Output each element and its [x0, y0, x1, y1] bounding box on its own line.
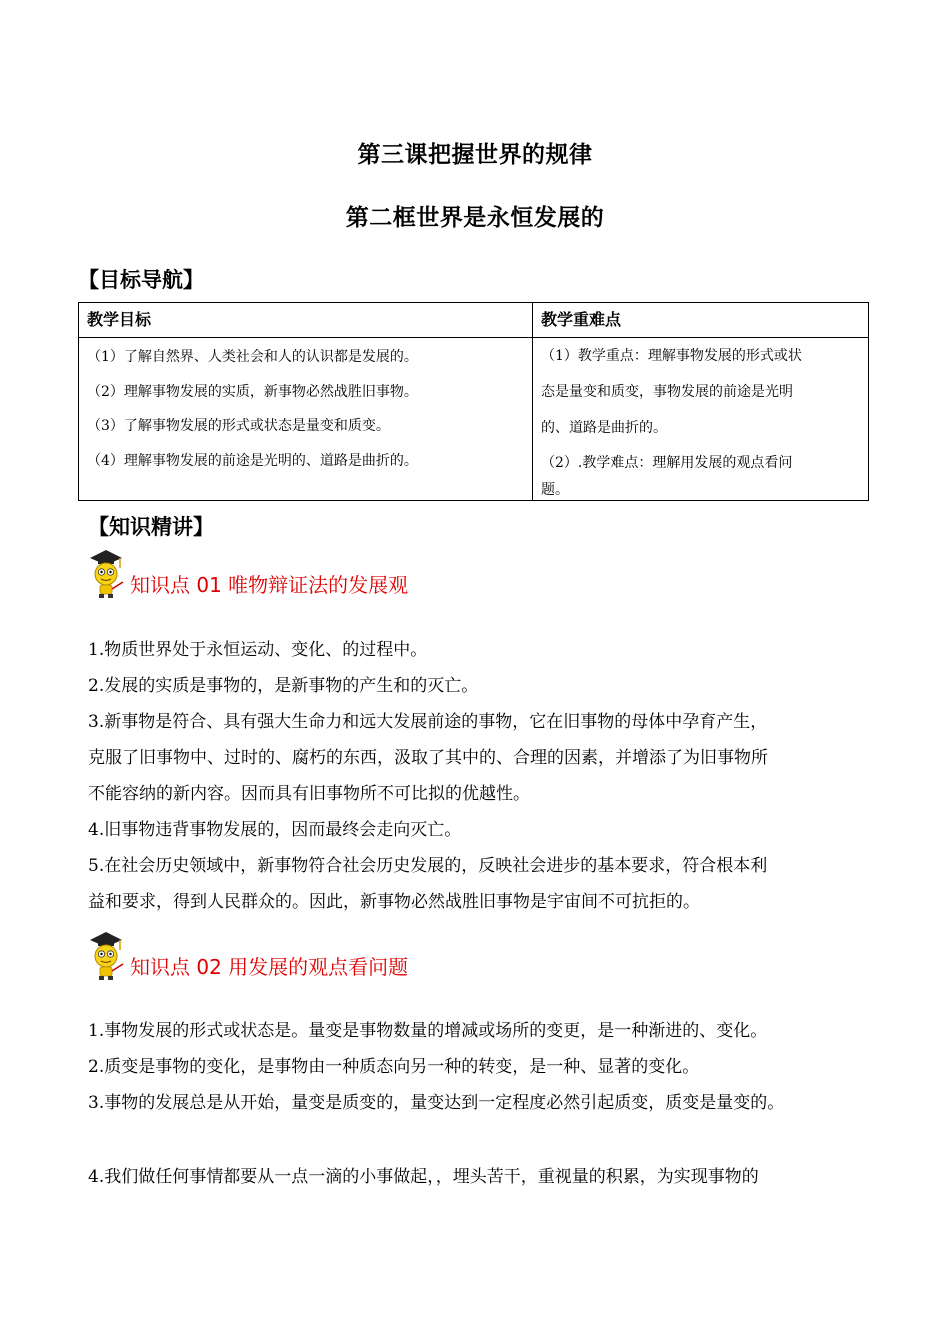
goal-item: （3）了解事物发展的形式或状态是量变和质变。: [87, 418, 390, 434]
document-subtitle: 第二框世界是永恒发展的: [345, 205, 605, 231]
text-line: 3.事物的发展总是从开始，量变是质变的，量变达到一定程度必然引起质变，质变是量变的。: [88, 1093, 785, 1113]
goals-table: [78, 302, 869, 501]
goal-item: （4）理解事物发展的前途是光明的、道路是曲折的。: [87, 452, 418, 469]
table-header-teaching-goals: 教学目标: [79, 303, 533, 338]
text-line: 克服了旧事物中、过时的、腐朽的东西，汲取了其中的、合理的因素，并增添了为旧事物所: [88, 748, 768, 768]
key-point-line: 题。: [541, 482, 569, 498]
table-header-key-points: 教学重难点: [533, 303, 869, 338]
knowledge-point-1-title: 知识点 01 唯物辩证法的发展观: [130, 573, 409, 597]
key-point-line: （1）教学重点：理解事物发展的形式或状: [541, 348, 802, 364]
knowledge-point-2-body: [88, 1013, 868, 1121]
text-line: 益和要求，得到人民群众的。因此，新事物必然战胜旧事物是宇宙间不可抗拒的。: [88, 892, 700, 912]
goal-item: （2）理解事物发展的实质，新事物必然战胜旧事物。: [87, 383, 418, 400]
text-line: 4.我们做任何事情都要从一点一滴的小事做起，，埋头苦干，重视量的积累，为实现事物的: [88, 1167, 759, 1187]
key-points-cell: [533, 338, 869, 501]
key-point-line: 态是量变和质变，事物发展的前途是光明: [541, 384, 793, 400]
knowledge-point-2-header: [86, 928, 408, 982]
key-point-line: （2）.教学难点：理解用发展的观点看问: [541, 455, 793, 471]
section-heading-knowledge: 【知识精讲】: [88, 515, 214, 539]
goal-item: （1）了解自然界、人类社会和人的认识都是发展的。: [87, 349, 418, 365]
text-line: 不能容纳的新内容。因而具有旧事物所不可比拟的优越性。: [88, 784, 530, 804]
text-line: 1.物质世界处于永恒运动、变化、的过程中。: [88, 640, 428, 660]
text-line: 1.事物发展的形式或状态是。量变是事物数量的增减或场所的变更，是一种渐进的、变化。: [88, 1021, 768, 1041]
text-line: 3.新事物是符合、具有强大生命力和远大发展前途的事物，它在旧事物的母体中孕育产生，: [88, 712, 768, 732]
key-point-line: 的、道路是曲折的。: [541, 420, 667, 436]
text-line: 2.质变是事物的变化，是事物由一种质态向另一种的转变，是一种、显著的变化。: [88, 1057, 700, 1077]
text-line: 4.旧事物违背事物发展的，因而最终会走向灭亡。: [88, 820, 462, 840]
knowledge-point-1-body: [88, 632, 868, 920]
knowledge-point-2-body-continued: [88, 1159, 868, 1195]
document-title: 第三课把握世界的规律: [357, 142, 593, 168]
teaching-goals-cell: [79, 338, 533, 501]
knowledge-point-2-title: 知识点 02 用发展的观点看问题: [130, 955, 409, 979]
graduate-mascot-icon: [86, 928, 126, 982]
graduate-mascot-icon: [86, 546, 126, 600]
text-line: 2.发展的实质是事物的，是新事物的产生和的灭亡。: [88, 676, 479, 696]
knowledge-point-1-header: [86, 546, 408, 600]
text-line: 5.在社会历史领域中，新事物符合社会历史发展的，反映社会进步的基本要求，符合根本利: [88, 856, 768, 876]
section-heading-goals: 【目标导航】: [78, 268, 204, 292]
